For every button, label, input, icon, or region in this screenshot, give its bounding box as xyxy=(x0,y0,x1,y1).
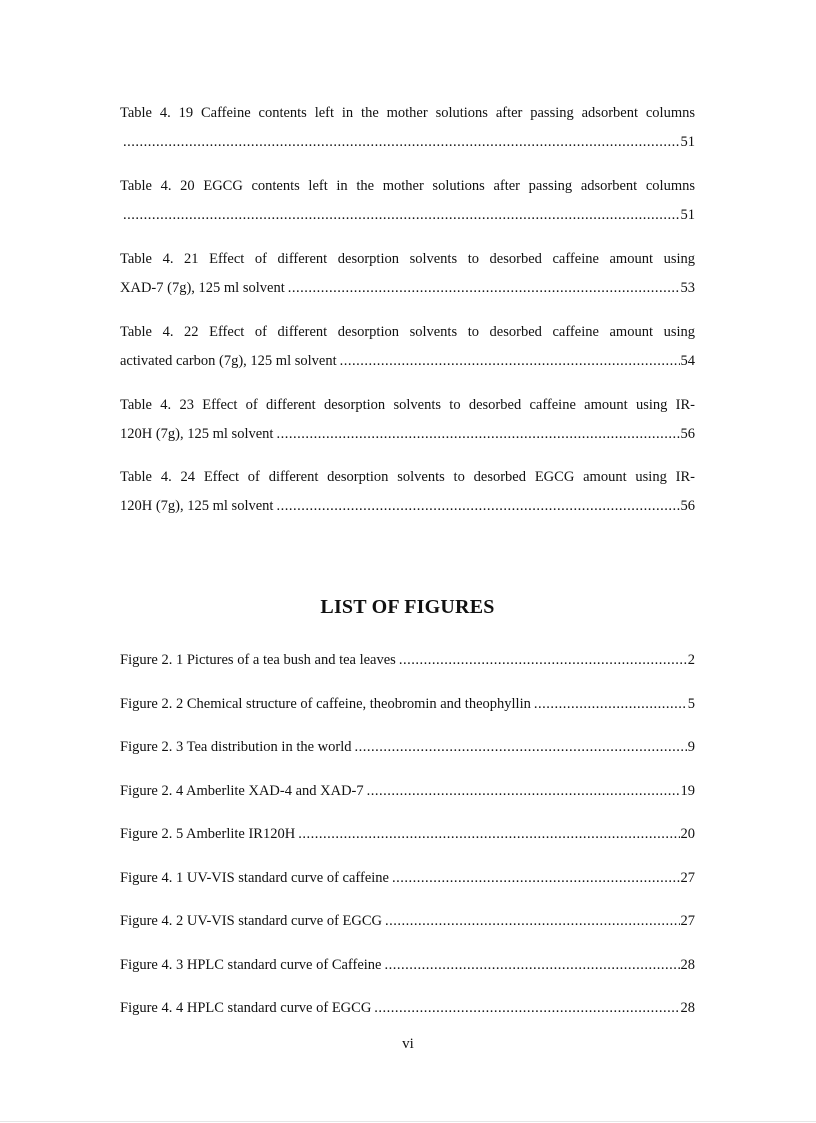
toc-entry-table-4-23 xyxy=(120,391,695,449)
toc-entry-title: Figure 4. 3 HPLC standard curve of Caffeine xyxy=(120,957,382,973)
dot-leader xyxy=(123,128,680,157)
dot-leader xyxy=(123,201,680,230)
dot-leader xyxy=(367,779,680,803)
toc-entry-table-4-21 xyxy=(120,245,695,303)
toc-page-number: 28 xyxy=(680,957,695,973)
page-edge-divider xyxy=(0,1121,816,1122)
toc-entry-figure-2-1 xyxy=(120,648,695,672)
dot-leader xyxy=(276,420,679,449)
toc-entry-figure-4-4 xyxy=(120,996,695,1020)
toc-entry-table-4-24 xyxy=(120,463,695,521)
toc-page-number: 5 xyxy=(687,696,695,712)
toc-page-number: 27 xyxy=(680,913,695,929)
toc-page-number: 56 xyxy=(680,426,695,442)
toc-entry-figure-2-3 xyxy=(120,735,695,759)
toc-entry-figure-2-4 xyxy=(120,779,695,803)
toc-entry-title: Figure 2. 3 Tea distribution in the world xyxy=(120,739,352,755)
toc-entry-figure-2-5 xyxy=(120,822,695,846)
dot-leader xyxy=(298,822,679,846)
dot-leader xyxy=(276,492,679,521)
toc-entry-title: Table 4. 20 EGCG contents left in the mother solutions after passing adsorbent columns xyxy=(120,178,695,194)
dot-leader xyxy=(384,953,679,977)
toc-entry-title: Figure 2. 1 Pictures of a tea bush and tea leaves xyxy=(120,652,396,668)
dot-leader xyxy=(392,866,680,890)
toc-entry-title: Table 4. 19 Caffeine contents left in the mother solutions after passing adsorbent columns xyxy=(120,105,695,121)
toc-entry-table-4-19 xyxy=(120,99,695,157)
toc-entry-title-cont: activated carbon (7g), 125 ml solvent xyxy=(120,353,337,369)
dot-leader xyxy=(385,909,679,933)
toc-entry-title-cont: 120H (7g), 125 ml solvent xyxy=(120,426,274,442)
toc-page-number: 56 xyxy=(680,498,695,514)
toc-entry-title: Figure 4. 4 HPLC standard curve of EGCG xyxy=(120,1000,372,1016)
toc-page-number: 28 xyxy=(680,1000,695,1016)
toc-entry-title: Table 4. 21 Effect of different desorption solvents to desorbed caffeine amount using xyxy=(120,251,695,267)
toc-page-number: 20 xyxy=(680,826,695,842)
toc-page-number: 2 xyxy=(687,652,695,668)
dot-leader xyxy=(399,648,687,672)
toc-entry-figure-2-2 xyxy=(120,692,695,716)
toc-entry-figure-4-2 xyxy=(120,909,695,933)
dot-leader xyxy=(355,735,687,759)
toc-entry-title: Figure 2. 4 Amberlite XAD-4 and XAD-7 xyxy=(120,783,364,799)
page-number: vi xyxy=(402,1036,414,1052)
toc-page-number: 51 xyxy=(680,207,695,223)
dot-leader xyxy=(288,274,680,303)
toc-entry-title-cont: XAD-7 (7g), 125 ml solvent xyxy=(120,280,285,296)
dot-leader xyxy=(534,692,687,716)
toc-entry-title: Figure 4. 1 UV-VIS standard curve of caffeine xyxy=(120,870,389,886)
toc-page-number: 51 xyxy=(680,134,695,150)
toc-page-number: 19 xyxy=(680,783,695,799)
list-of-figures-heading: LIST OF FIGURES xyxy=(320,596,495,618)
dot-leader xyxy=(340,347,680,376)
toc-page-number: 27 xyxy=(680,870,695,886)
toc-entry-table-4-20 xyxy=(120,172,695,230)
toc-entry-title: Figure 2. 2 Chemical structure of caffeine, theobromin and theophyllin xyxy=(120,696,531,712)
dot-leader xyxy=(374,996,679,1020)
toc-entry-title-cont: 120H (7g), 125 ml solvent xyxy=(120,498,274,514)
toc-page-number: 9 xyxy=(687,739,695,755)
toc-entry-figure-4-1 xyxy=(120,866,695,890)
toc-entry-title: Table 4. 24 Effect of different desorption solvents to desorbed EGCG amount using IR- xyxy=(120,469,695,485)
toc-entry-title: Figure 4. 2 UV-VIS standard curve of EGCG xyxy=(120,913,383,929)
toc-entry-figure-4-3 xyxy=(120,953,695,977)
toc-entry-title: Table 4. 22 Effect of different desorption solvents to desorbed caffeine amount using xyxy=(120,324,695,340)
toc-entry-title: Table 4. 23 Effect of different desorption solvents to desorbed caffeine amount using IR- xyxy=(120,397,695,413)
toc-entry-title: Figure 2. 5 Amberlite IR120H xyxy=(120,826,296,842)
toc-entry-table-4-22 xyxy=(120,318,695,376)
toc-page-number: 54 xyxy=(680,353,695,369)
toc-page-number: 53 xyxy=(680,280,695,296)
